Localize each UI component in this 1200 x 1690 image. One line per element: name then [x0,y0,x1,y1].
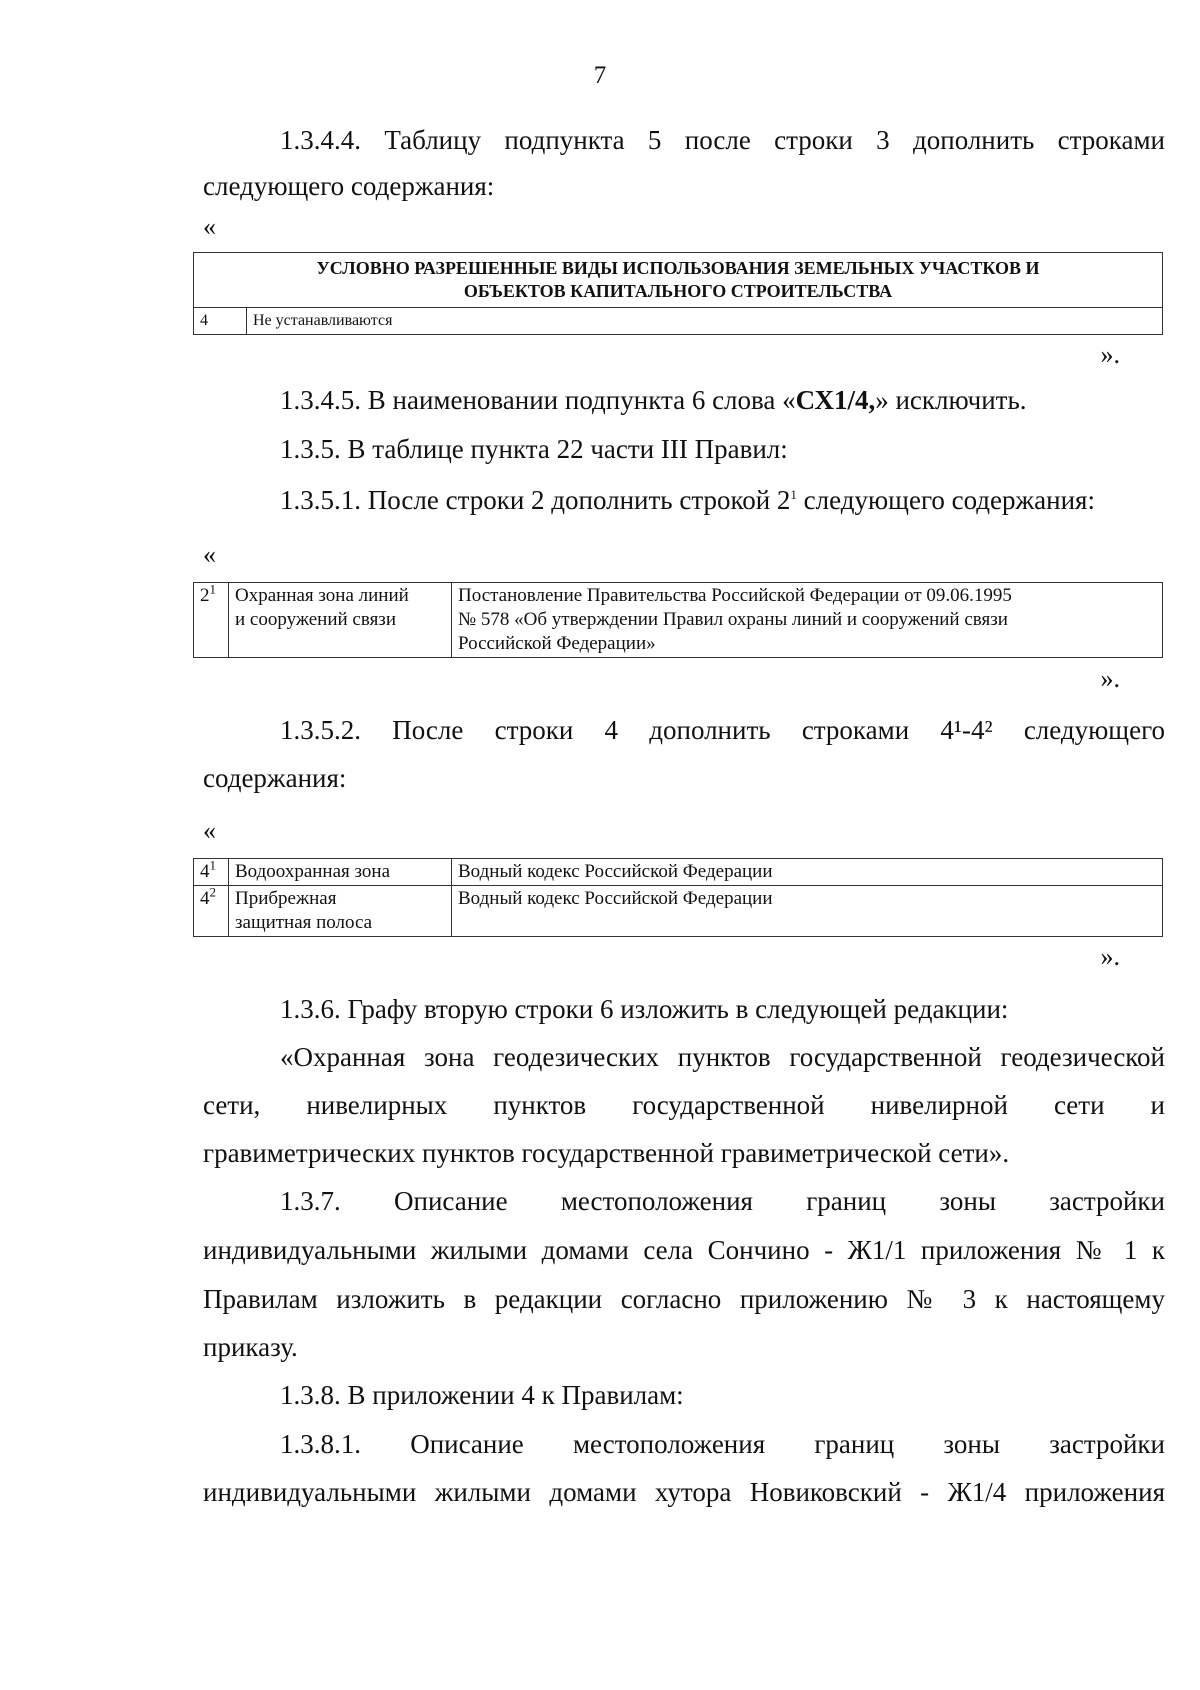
table-communication-zone [193,582,1163,658]
zone-name-line2: и сооружений связи [235,609,396,630]
legal-document-cell: Водный кодекс Российской Федерации [452,859,1163,886]
close-quote-2: ». [1100,664,1120,693]
paragraph-1-3-8-1-line1: 1.3.8.1. Описание местоположения границ зоны застройки [280,1429,1165,1459]
zone-name-line2: защитная полоса [235,912,373,933]
paragraph-1-3-5-1-prefix: 1.3.5.1. После строки 2 дополнить строкой 2 [280,485,791,515]
table-row [194,859,1163,886]
paragraph-1-3-4-5-prefix: 1.3.4.5. В наименовании подпункта 6 слова « [280,385,796,415]
paragraph-1-3-7-line1: 1.3.7. Описание местоположения границ зоны застройки [280,1186,1165,1216]
row-number-cell: $4^2$ [194,886,229,937]
paragraph-1-3-6: 1.3.6. Графу вторую строки 6 изложить в следующей редакции: [280,994,1009,1024]
legal-document-cell [452,583,1163,658]
paragraph-1-3-5-1-suffix: следующего содержания: [796,485,1095,515]
page-number: 7 [593,62,607,89]
paragraph-1-3-5-2-line2: содержания: [203,763,347,793]
paragraph-quote-line3: гравиметрических пунктов государственной гравиметрической сети». [203,1138,1010,1168]
row-number-cell: $4^1$ [194,859,229,886]
zone-name-cell [229,583,452,658]
paragraph-1-3-7-line2: индивидуальными жилыми домами села Сончино - Ж1/1 приложения № 1 к [203,1235,1165,1265]
zone-name-cell [229,886,452,937]
paragraph-1-3-5-2-line1: 1.3.5.2. После строки 4 дополнить строками 4¹-4² следующего [280,715,1165,745]
table-row [194,583,1163,658]
row-number-cell: $2^1$ [194,583,229,658]
paragraph-quote-line1: «Охранная зона геодезических пунктов государственной геодезической [280,1042,1165,1072]
table-conditional-uses [193,252,1163,335]
paragraph-1-3-4-5-suffix: » исключить. [875,385,1027,415]
table-row [194,886,1163,937]
paragraph-1-3-4-5-bold: СХ1/4, [795,385,876,415]
zone-name-line1: Прибрежная [235,888,337,909]
paragraph-1-3-4-4-line2: следующего содержания: [203,171,495,201]
paragraph-1-3-7-line3: Правилам изложить в редакции согласно приложению № 3 к настоящему [203,1284,1165,1314]
row-number-cell: 4 [194,308,247,335]
legal-document-line2: № 578 «Об утверждении Правил охраны линий и сооружений связи [458,609,1008,630]
legal-document-line1: Постановление Правительства Российской Федерации от 09.06.1995 [458,585,1012,606]
zone-name-cell: Водоохранная зона [229,859,452,886]
table-header-line1: УСЛОВНО РАЗРЕШЕННЫЕ ВИДЫ ИСПОЛЬЗОВАНИЯ ЗЕМЕЛЬНЫХ УЧАСТКОВ И [316,258,1040,278]
table-row [194,308,1163,335]
zone-name-line1: Охранная зона линий [235,585,409,606]
row-text-cell: Не устанавливаются [247,308,1163,335]
paragraph-quote-line2: сети, нивелирных пунктов государственной нивелирной сети и [203,1090,1165,1120]
paragraph-1-3-4-4-line1: 1.3.4.4. Таблицу подпункта 5 после строки 3 дополнить строками [280,125,1165,155]
legal-document-cell: Водный кодекс Российской Федерации [452,886,1163,937]
paragraph-1-3-8-1-line2: индивидуальными жилыми домами хутора Новиковский - Ж1/4 приложения [203,1477,1165,1507]
close-quote-1: ». [1100,340,1120,369]
table-water-zones [193,858,1163,937]
table-header-line2: ОБЪЕКТОВ КАПИТАЛЬНОГО СТРОИТЕЛЬСТВА [463,281,893,301]
open-quote-2: « [203,540,216,569]
legal-document-line3: Российской Федерации» [458,633,656,654]
open-quote-3: « [203,816,216,845]
table-header-row [194,253,1163,308]
paragraph-1-3-4-5 [280,376,1027,424]
table-header-cell [194,253,1163,308]
paragraph-1-3-7-line4: приказу. [203,1332,298,1362]
paragraph-1-3-5-1-sup: 1 [790,487,797,502]
paragraph-1-3-8: 1.3.8. В приложении 4 к Правилам: [280,1380,684,1410]
paragraph-1-3-5-1 [280,476,1095,524]
paragraph-1-3-5: 1.3.5. В таблице пункта 22 части III Правил: [280,434,788,464]
open-quote-1: « [203,212,216,241]
close-quote-3: ». [1100,942,1120,971]
